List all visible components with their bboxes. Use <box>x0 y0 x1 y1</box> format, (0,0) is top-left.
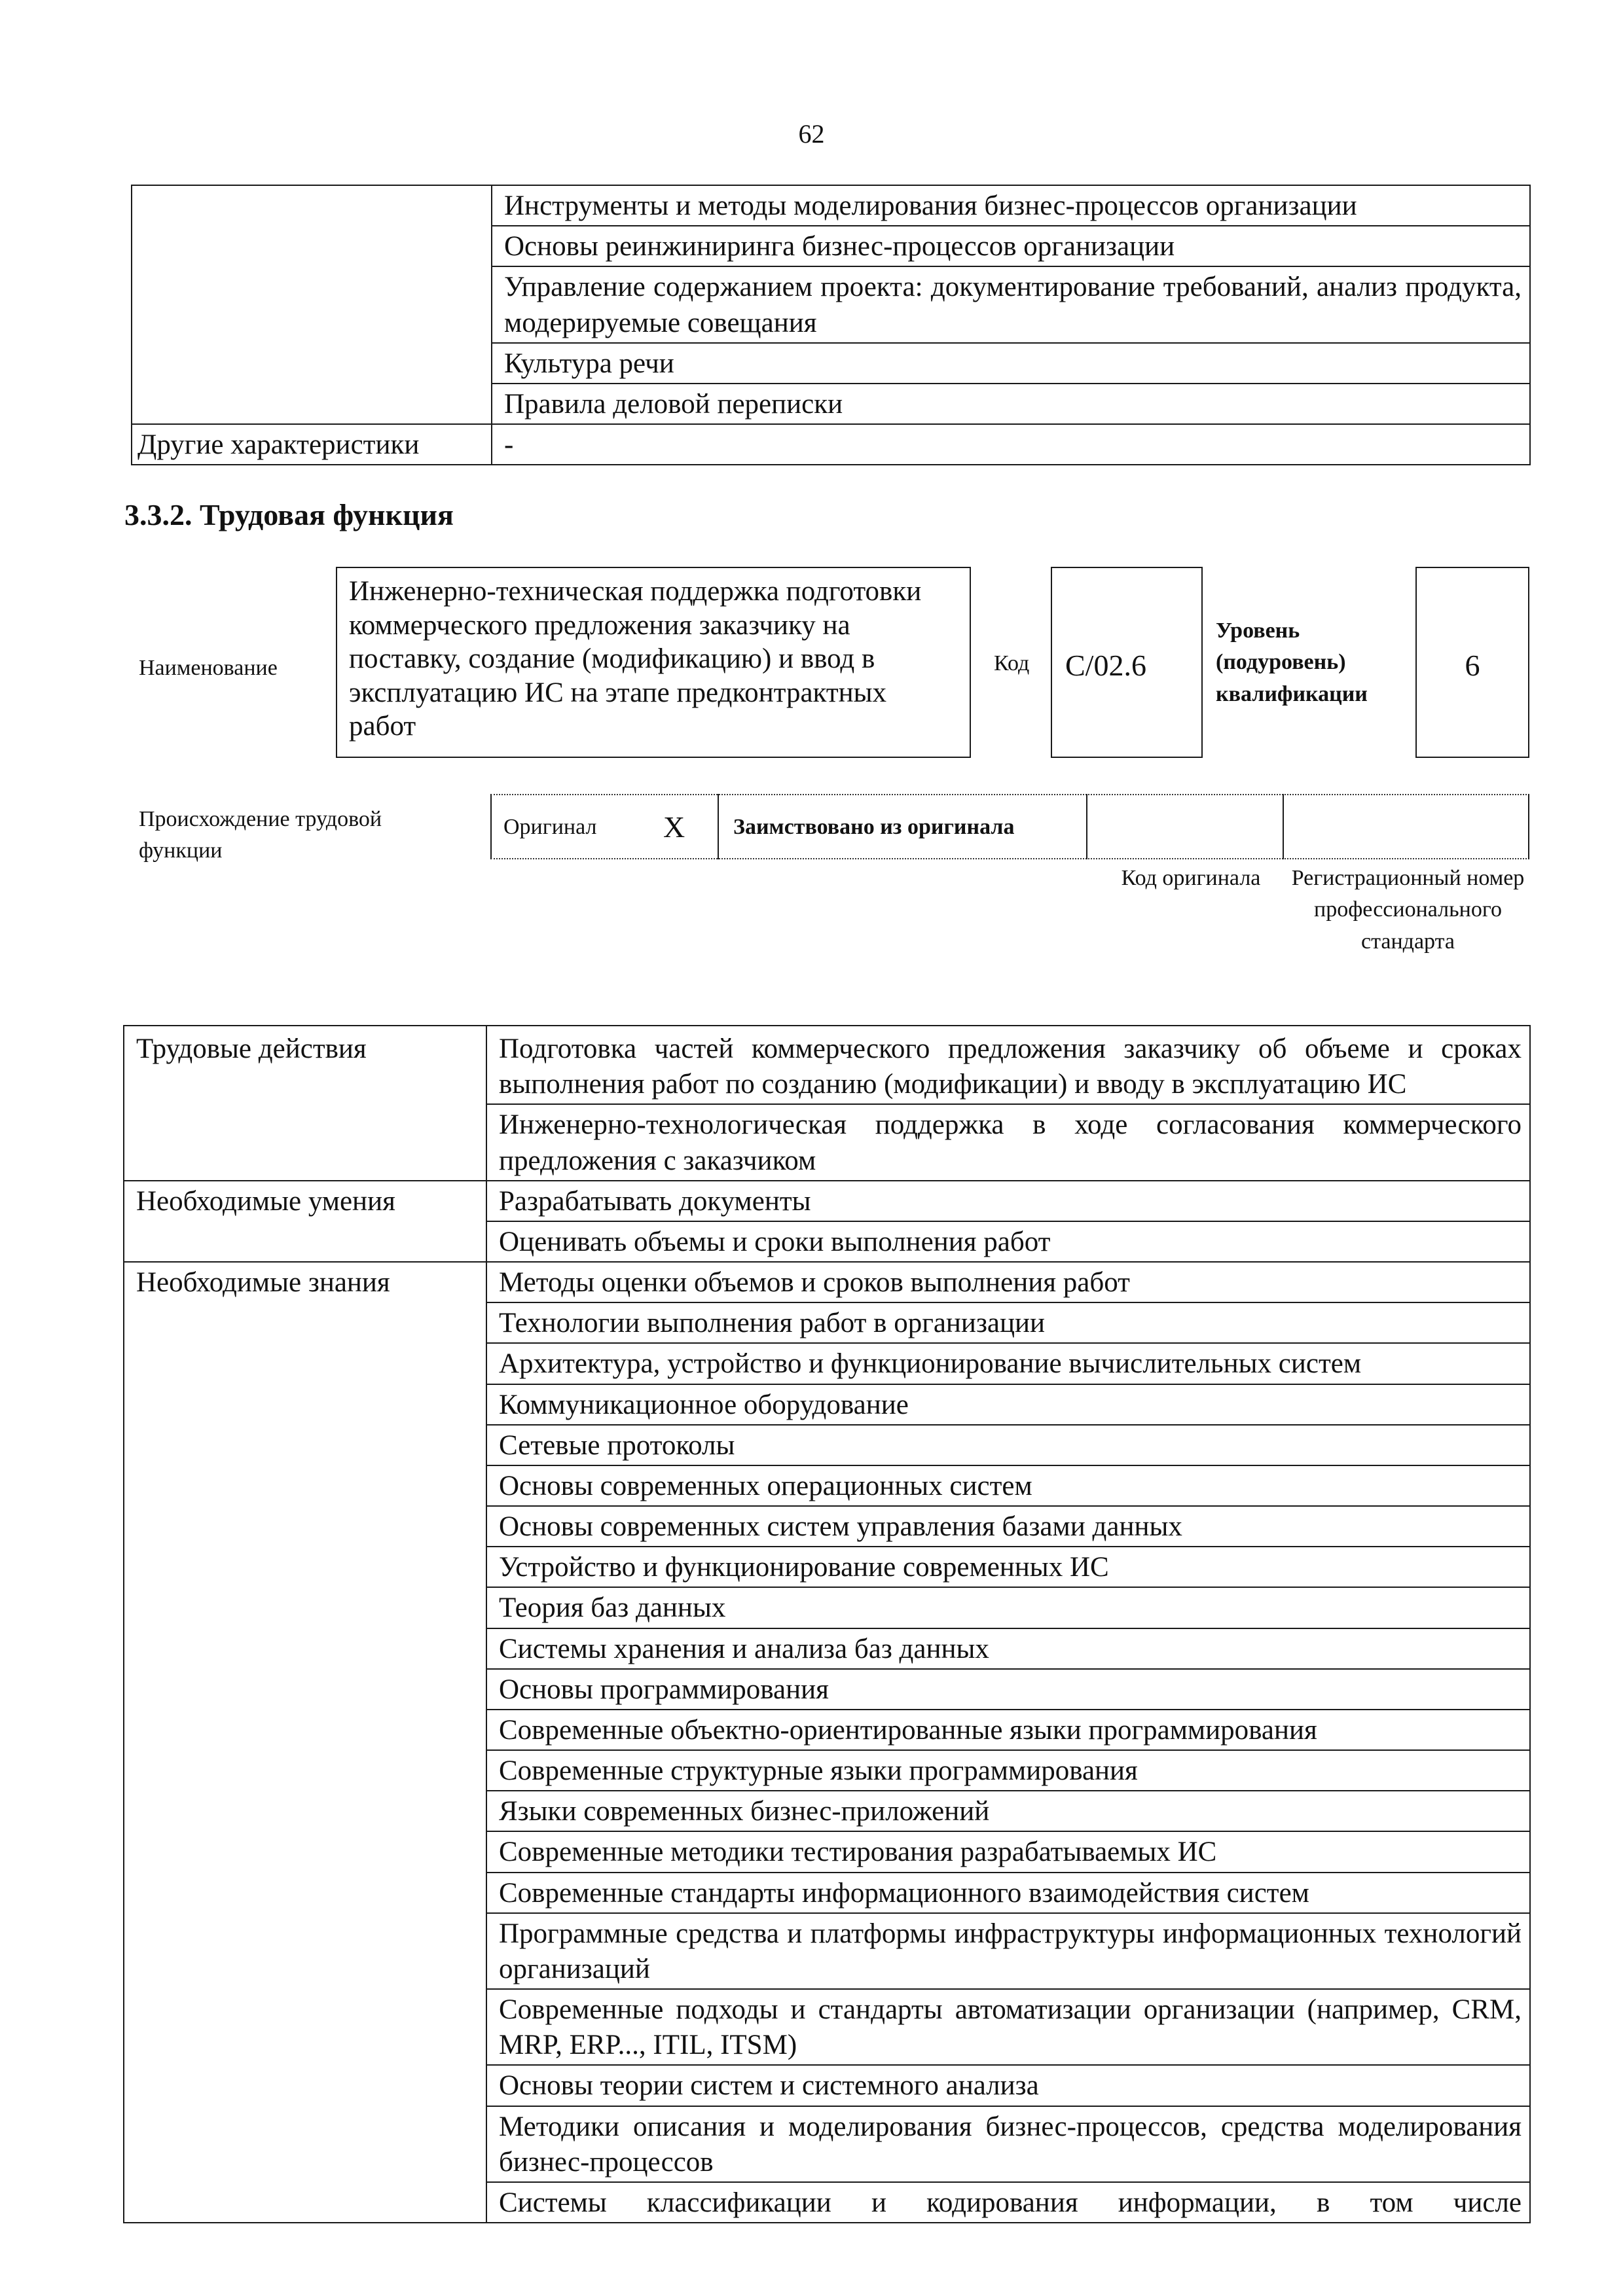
list-item: Культура речи <box>492 343 1530 384</box>
list-item: Основы реинжиниринга бизнес-процессов организации <box>492 226 1530 266</box>
labor-actions-label: Трудовые действия <box>124 1026 486 1181</box>
top-table-label-cell <box>132 266 492 342</box>
original-label: Оригинал <box>490 794 654 859</box>
level-label-line: Уровень <box>1216 619 1300 643</box>
main-table <box>123 1025 1531 2223</box>
table-row: Сетевые протоколы <box>486 1425 1530 1465</box>
top-table-label-cell <box>132 343 492 384</box>
table-row: Инженерно-технологическая поддержка в ходе согласования коммерческого предложения с заказчиком <box>486 1104 1530 1180</box>
list-item: Инструменты и методы моделирования бизнес-процессов организации <box>492 185 1530 226</box>
required-knowledge-label: Необходимые знания <box>124 1262 486 2223</box>
name-label: Наименование <box>139 656 278 680</box>
original-mark: X <box>663 810 685 844</box>
table-row: Технологии выполнения работ в организации <box>486 1302 1530 1343</box>
level-value-box: 6 <box>1415 567 1529 758</box>
original-code-cell <box>1086 794 1283 859</box>
borrowed-label: Заимствовано из оригинала <box>718 794 1086 859</box>
origin-label: Происхождение трудовой функции <box>139 807 382 863</box>
function-code-box: С/02.6 <box>1051 567 1203 758</box>
table-row: Современные методики тестирования разрабатываемых ИС <box>486 1831 1530 1872</box>
top-table-label-cell <box>132 226 492 266</box>
code-label: Код <box>994 651 1030 675</box>
page-number: 62 <box>798 119 825 149</box>
table-row: Архитектура, устройство и функционирование вычислительных систем <box>486 1343 1530 1384</box>
section-heading: 3.3.2. Трудовая функция <box>124 498 454 531</box>
table-row: Современные подходы и стандарты автоматизации организации (например, CRM, MRP, ERP..., ITIL, ITSM) <box>486 1989 1530 2065</box>
table-row: Оценивать объемы и сроки выполнения работ <box>486 1221 1530 1262</box>
other-characteristics-label: Другие характеристики <box>132 424 492 465</box>
table-row: Методы оценки объемов и сроков выполнения работ <box>486 1262 1530 1302</box>
other-characteristics-value: - <box>492 424 1530 465</box>
table-row: Программные средства и платформы инфраструктуры информационных технологий организаций <box>486 1913 1530 1989</box>
level-label-line: (подуровень) <box>1216 650 1346 675</box>
table-row: Современные стандарты информационного взаимодействия систем <box>486 1873 1530 1913</box>
table-row: Устройство и функционирование современных ИС <box>486 1547 1530 1587</box>
table-row: Разрабатывать документы <box>486 1181 1530 1221</box>
list-item: Управление содержанием проекта: документирование требований, анализ продукта, модерируемые совещания <box>492 266 1530 342</box>
registration-number-caption: Регистрационный номер профессионального стандарта <box>1291 866 1525 954</box>
function-name-box: Инженерно-техническая поддержка подготовки коммерческого предложения заказчику на поставку, создание (модификацию) и ввод в эксплуатацию ИС на этапе предконтрактных работ <box>336 567 971 758</box>
table-row: Основы теории систем и системного анализа <box>486 2065 1530 2106</box>
table-row: Теория баз данных <box>486 1587 1530 1628</box>
list-item: Правила деловой переписки <box>492 384 1530 424</box>
registration-number-cell <box>1283 794 1529 859</box>
table-row: Основы программирования <box>486 1669 1530 1710</box>
required-skills-label: Необходимые умения <box>124 1181 486 1262</box>
table-row: Системы классификации и кодирования информации, в том числе <box>486 2182 1530 2223</box>
original-code-caption: Код оригинала <box>1121 866 1261 890</box>
table-row: Коммуникационное оборудование <box>486 1384 1530 1425</box>
table-row: Основы современных операционных систем <box>486 1465 1530 1506</box>
table-row: Языки современных бизнес-приложений <box>486 1791 1530 1831</box>
top-table-label-cell <box>132 384 492 424</box>
top-table-label-cell <box>132 185 492 226</box>
table-row: Современные объектно-ориентированные языки программирования <box>486 1710 1530 1750</box>
origin-row <box>490 794 1529 859</box>
table-row: Основы современных систем управления базами данных <box>486 1506 1530 1547</box>
level-label-line: квалификации <box>1216 681 1368 706</box>
top-table <box>131 185 1531 465</box>
table-row: Современные структурные языки программирования <box>486 1750 1530 1791</box>
table-row: Методики описания и моделирования бизнес-процессов, средства моделирования бизнес-процессов <box>486 2106 1530 2182</box>
table-row: Подготовка частей коммерческого предложения заказчику об объеме и сроках выполнения работ по созданию (модификации) и вводу в эксплуатацию ИС <box>486 1026 1530 1104</box>
level-label <box>1216 615 1368 710</box>
table-row: Системы хранения и анализа баз данных <box>486 1628 1530 1669</box>
